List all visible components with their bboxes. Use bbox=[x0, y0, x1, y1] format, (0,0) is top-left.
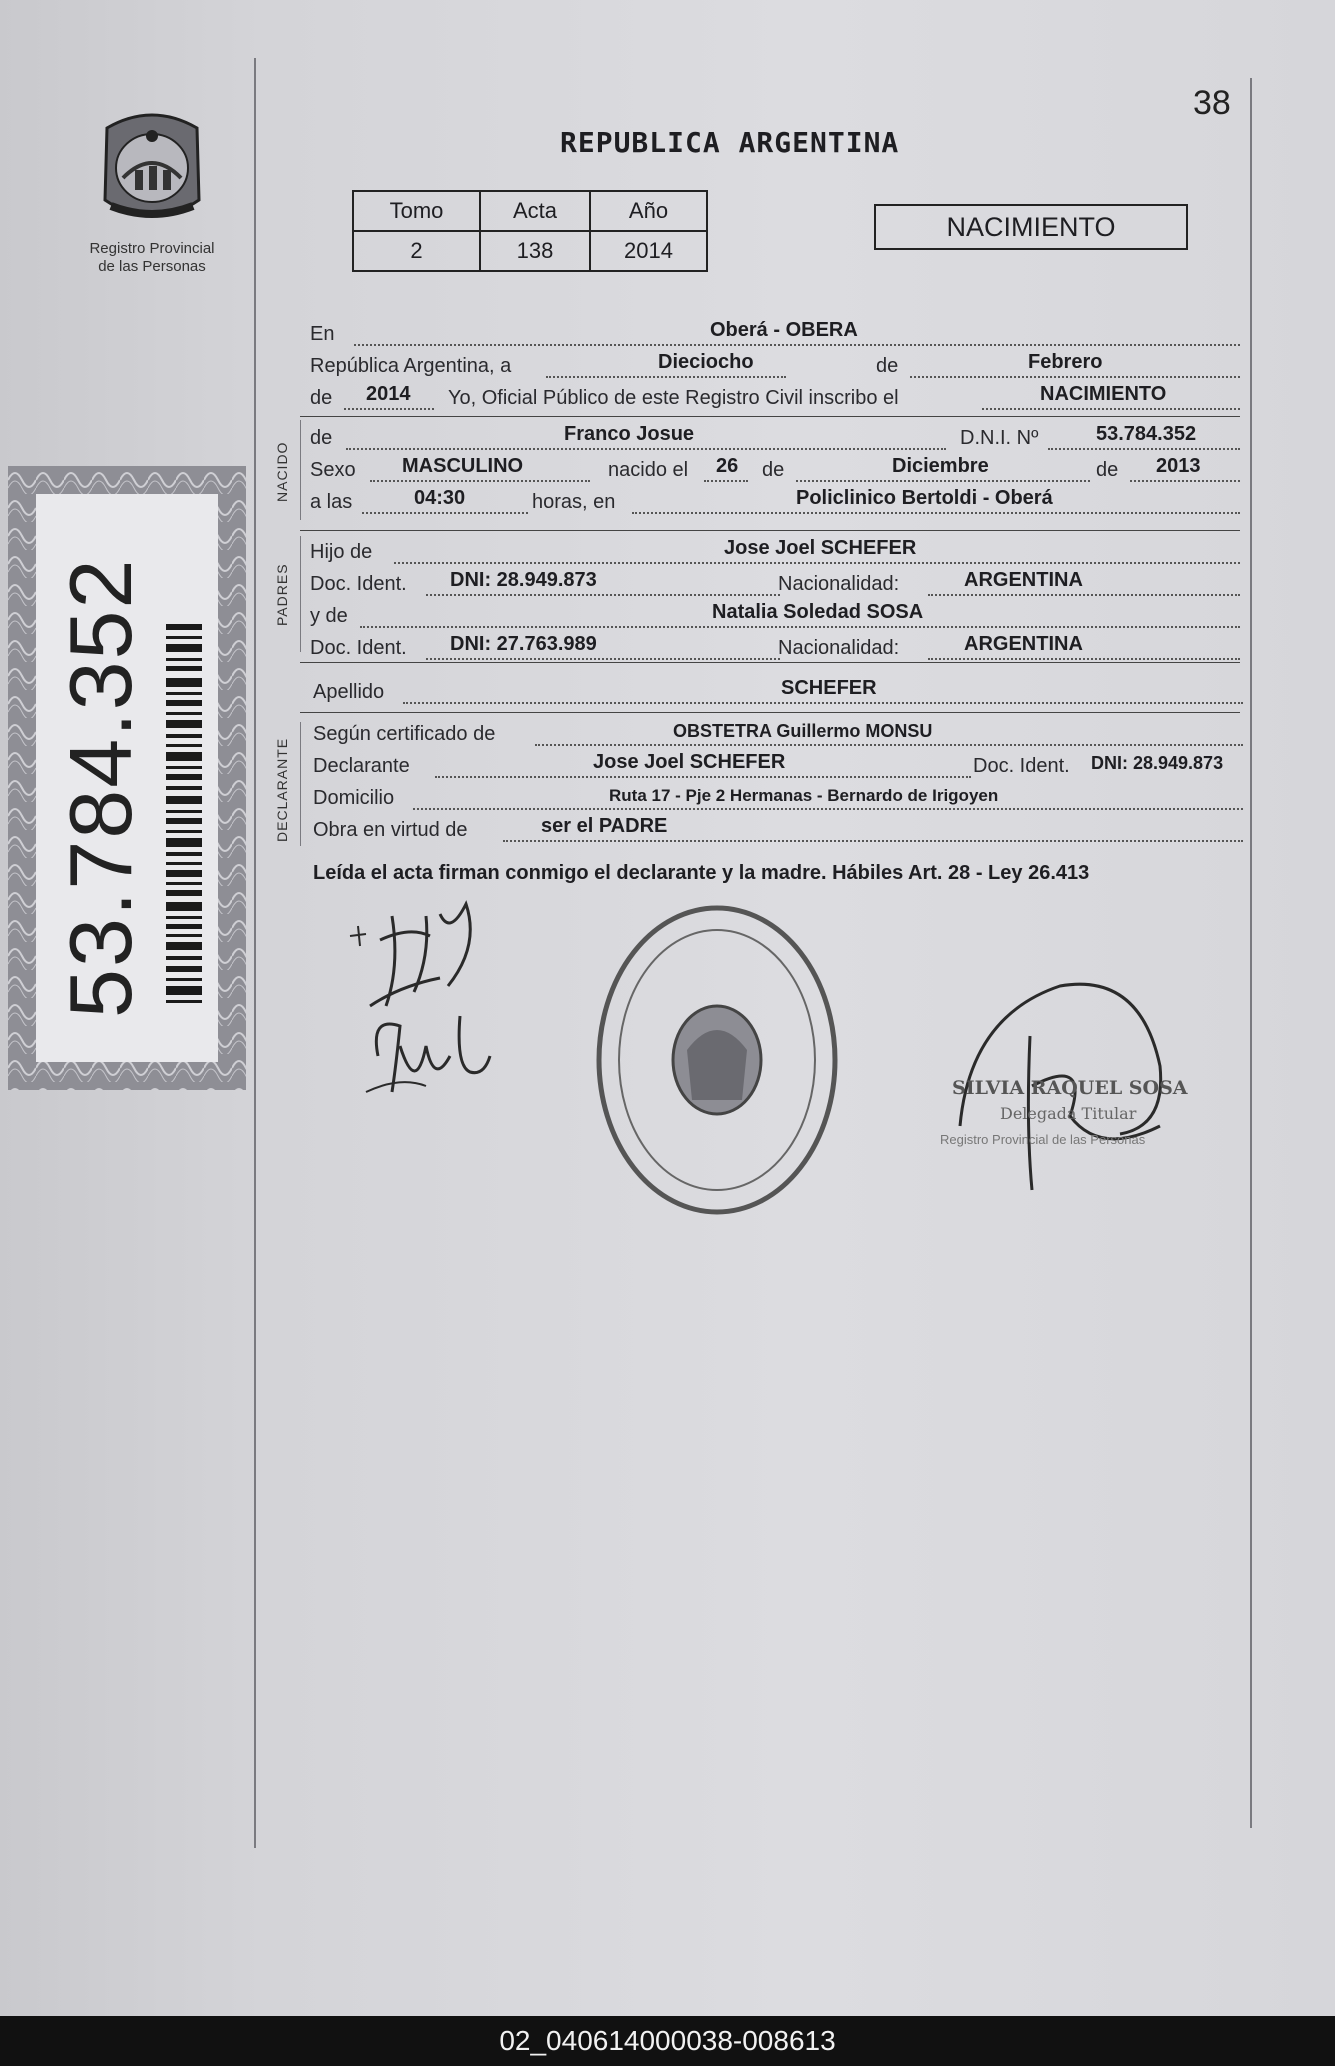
official-stamp-icon bbox=[592, 900, 842, 1220]
registry-value-acta: 138 bbox=[480, 231, 590, 271]
dots bbox=[910, 376, 1240, 378]
label-doc-ident-declarant: Doc. Ident. bbox=[973, 755, 1070, 777]
document-title: REPUBLICA ARGENTINA bbox=[560, 126, 900, 159]
signature-office: Registro Provincial de las Personas bbox=[940, 1132, 1146, 1147]
label-en: En bbox=[310, 323, 335, 345]
dots bbox=[403, 702, 1243, 704]
field-year-act bbox=[310, 384, 1240, 412]
value-month-text: Febrero bbox=[1028, 351, 1103, 373]
value-father-nationality: ARGENTINA bbox=[964, 569, 1083, 591]
label-de-birth-year: de bbox=[1096, 459, 1119, 481]
registry-header-ano: Año bbox=[590, 191, 707, 231]
dots bbox=[346, 448, 946, 450]
label-nacionalidad-father: Nacionalidad: bbox=[778, 573, 900, 595]
value-child-name: Franco Josue bbox=[564, 423, 695, 445]
value-mother-name: Natalia Soledad SOSA bbox=[712, 601, 924, 623]
dots bbox=[426, 658, 780, 660]
field-surname bbox=[313, 678, 1243, 706]
section-label-nacido: NACIDO bbox=[274, 441, 290, 502]
value-address: Ruta 17 - Pje 2 Hermanas - Bernardo de Irigoyen bbox=[609, 786, 999, 805]
value-birth-place: Policlinico Bertoldi - Oberá bbox=[796, 487, 1053, 509]
label-segun-certificado: Según certificado de bbox=[313, 723, 496, 745]
dots bbox=[1048, 448, 1240, 450]
dots bbox=[435, 776, 971, 778]
label-nacido-el: nacido el bbox=[608, 459, 689, 481]
province-logo bbox=[97, 108, 207, 230]
label-nacionalidad-mother: Nacionalidad: bbox=[778, 637, 900, 659]
field-time-place bbox=[310, 488, 1240, 516]
value-certificate-by: OBSTETRA Guillermo MONSU bbox=[673, 721, 933, 741]
label-republica: República Argentina, a bbox=[310, 355, 512, 377]
right-margin-line bbox=[1250, 78, 1252, 1828]
dots bbox=[344, 408, 434, 410]
registry-table bbox=[352, 190, 708, 272]
field-place bbox=[310, 320, 1240, 348]
label-dni-no: D.N.I. Nº bbox=[960, 427, 1039, 449]
label-de-name: de bbox=[310, 427, 333, 449]
label-hijo-de: Hijo de bbox=[310, 541, 373, 563]
registry-header-acta: Acta bbox=[480, 191, 590, 231]
left-margin-line bbox=[254, 58, 256, 1848]
value-sex: MASCULINO bbox=[402, 455, 524, 477]
field-father-doc bbox=[310, 570, 1240, 598]
value-birth-year: 2013 bbox=[1156, 455, 1201, 477]
page-number: 38 bbox=[1193, 84, 1231, 122]
dots bbox=[796, 480, 1090, 482]
dots bbox=[362, 512, 528, 514]
field-sex-birth bbox=[310, 456, 1240, 484]
registry-value-tomo: 2 bbox=[353, 231, 480, 271]
signature-role: Delegada Titular bbox=[1000, 1104, 1137, 1123]
field-date bbox=[310, 352, 1240, 380]
field-certificate bbox=[313, 720, 1243, 748]
dots bbox=[928, 594, 1240, 596]
value-day-text: Dieciocho bbox=[658, 351, 754, 373]
dots bbox=[982, 408, 1240, 410]
dots bbox=[535, 744, 1243, 746]
value-declarant-doc: DNI: 28.949.873 bbox=[1091, 753, 1224, 773]
dots bbox=[413, 808, 1243, 810]
value-place: Oberá - OBERA bbox=[710, 319, 858, 341]
dots bbox=[546, 376, 786, 378]
value-father-doc: DNI: 28.949.873 bbox=[450, 569, 597, 591]
field-mother-doc bbox=[310, 634, 1240, 662]
section-divider-declarante bbox=[300, 722, 301, 846]
barcode-number: 53.784.352 bbox=[51, 557, 150, 1018]
value-mother-doc: DNI: 27.763.989 bbox=[450, 633, 597, 655]
value-year: 2014 bbox=[366, 383, 411, 405]
value-birth-time: 04:30 bbox=[414, 487, 466, 509]
section-divider-nacido bbox=[300, 420, 301, 520]
value-act-name: NACIMIENTO bbox=[1040, 383, 1167, 405]
value-by-virtue: ser el PADRE bbox=[541, 815, 668, 837]
dots bbox=[704, 480, 748, 482]
logo-caption bbox=[72, 240, 232, 276]
dots bbox=[503, 840, 1243, 842]
rule-after-header bbox=[300, 416, 1240, 417]
dots bbox=[354, 344, 1240, 346]
signatures-icon bbox=[330, 896, 520, 1106]
label-doc-ident-father: Doc. Ident. bbox=[310, 573, 407, 595]
rule-after-padres bbox=[300, 662, 1240, 663]
dots bbox=[1130, 480, 1240, 482]
registry-header-row bbox=[353, 191, 707, 231]
act-type-box: NACIMIENTO bbox=[874, 204, 1188, 250]
rule-after-apellido bbox=[300, 712, 1240, 713]
registry-value-row bbox=[353, 231, 707, 271]
dots bbox=[394, 562, 1240, 564]
dots bbox=[928, 658, 1240, 660]
label-y-de: y de bbox=[310, 605, 348, 627]
value-surname: SCHEFER bbox=[781, 677, 877, 699]
label-de-month: de bbox=[876, 355, 899, 377]
field-child-name bbox=[310, 424, 1240, 452]
closing-statement: Leída el acta firman conmigo el declarante y la madre. Hábiles Art. 28 - Ley 26.413 bbox=[313, 862, 1090, 884]
value-father-name: Jose Joel SCHEFER bbox=[724, 537, 917, 559]
value-birth-day: 26 bbox=[716, 455, 739, 477]
label-apellido: Apellido bbox=[313, 681, 385, 703]
logo-caption-line2: de las Personas bbox=[98, 258, 206, 275]
dots bbox=[632, 512, 1240, 514]
label-sexo: Sexo bbox=[310, 459, 356, 481]
label-de-year: de bbox=[310, 387, 333, 409]
signature-name: SILVIA RAQUEL SOSA bbox=[952, 1077, 1188, 1099]
logo-caption-line1: Registro Provincial bbox=[89, 240, 215, 257]
value-child-dni: 53.784.352 bbox=[1096, 423, 1197, 445]
field-by-virtue bbox=[313, 816, 1243, 844]
label-declarante: Declarante bbox=[313, 755, 410, 777]
section-label-padres: PADRES bbox=[274, 563, 290, 626]
registry-header-tomo: Tomo bbox=[353, 191, 480, 231]
label-obra-en-virtud: Obra en virtud de bbox=[313, 819, 468, 841]
dots bbox=[370, 480, 590, 482]
section-label-declarante: DECLARANTE bbox=[274, 737, 290, 842]
value-mother-nationality: ARGENTINA bbox=[964, 633, 1083, 655]
field-declarant bbox=[313, 752, 1243, 780]
footer-code: 02_040614000038-008613 bbox=[0, 2016, 1335, 2066]
dots bbox=[426, 594, 780, 596]
field-address bbox=[313, 784, 1243, 812]
dots bbox=[360, 626, 1240, 628]
field-father-name bbox=[310, 538, 1240, 566]
section-divider-padres bbox=[300, 536, 301, 652]
registry-value-ano: 2014 bbox=[590, 231, 707, 271]
value-birth-month: Diciembre bbox=[892, 455, 989, 477]
label-horas-en: horas, en bbox=[532, 491, 616, 513]
label-doc-ident-mother: Doc. Ident. bbox=[310, 637, 407, 659]
rule-after-nacido bbox=[300, 530, 1240, 531]
value-declarant: Jose Joel SCHEFER bbox=[593, 751, 786, 773]
label-a-las: a las bbox=[310, 491, 353, 513]
label-domicilio: Domicilio bbox=[313, 787, 395, 809]
field-mother-name bbox=[310, 602, 1240, 630]
label-yo-oficial: Yo, Oficial Público de este Registro Civil inscribo el bbox=[448, 387, 899, 409]
label-de-birth-month: de bbox=[762, 459, 785, 481]
